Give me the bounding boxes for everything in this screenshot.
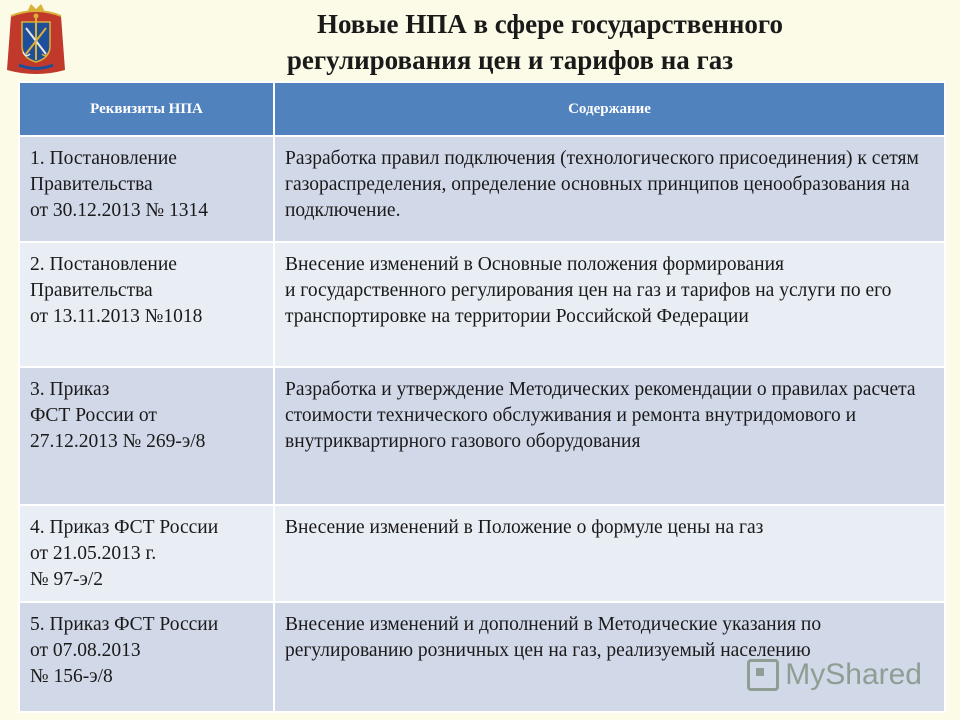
myshared-logo-icon [747,659,779,691]
column-header-requisites: Реквизиты НПА [19,82,274,136]
npa-table [18,81,946,713]
table-row [19,505,945,602]
title-line-2: регулирования цен и тарифов на газ [286,45,734,75]
page-title [150,6,880,78]
coat-of-arms-icon [5,2,67,77]
row-requisites: 5. Приказ ФСТ России от 07.08.2013 № 156-э/8 [19,602,274,712]
row-requisites: 1. Постановление Правительства от 30.12.2013 № 1314 [19,136,274,242]
table-row [19,602,945,712]
row-requisites: 3. Приказ ФСТ России от 27.12.2013 № 269-э/8 [19,367,274,505]
row-content: Внесение изменений и дополнений в Методические указания по регулированию розничных цен на газ, реализуемый населению [274,602,945,712]
row-content: Разработка и утверждение Методических рекомендации о правилах расчета стоимости технического обслуживания и ремонта внутридомового и внутриквартирного газового оборудования [274,367,945,505]
row-requisites: 4. Приказ ФСТ России от 21.05.2013 г. № 97-э/2 [19,505,274,602]
row-content: Внесение изменений в Основные положения формирования и государственного регулирования цен на газ и тарифов на услуги по его транспортировке на территории Российской Федерации [274,242,945,367]
column-header-content: Содержание [274,82,945,136]
row-requisites: 2. Постановление Правительства от 13.11.2013 №1018 [19,242,274,367]
watermark [747,658,922,692]
table-row [19,136,945,242]
table-header-row [19,82,945,136]
watermark-text: MyShared [785,658,922,691]
table-row [19,367,945,505]
title-line-1: Новые НПА в сфере государственного [316,9,784,39]
row-content: Внесение изменений в Положение о формуле цены на газ [274,505,945,602]
table-row [19,242,945,367]
row-content: Разработка правил подключения (технологического присоединения) к сетям газораспределения, определение основных принципов ценообразования на подключение. [274,136,945,242]
